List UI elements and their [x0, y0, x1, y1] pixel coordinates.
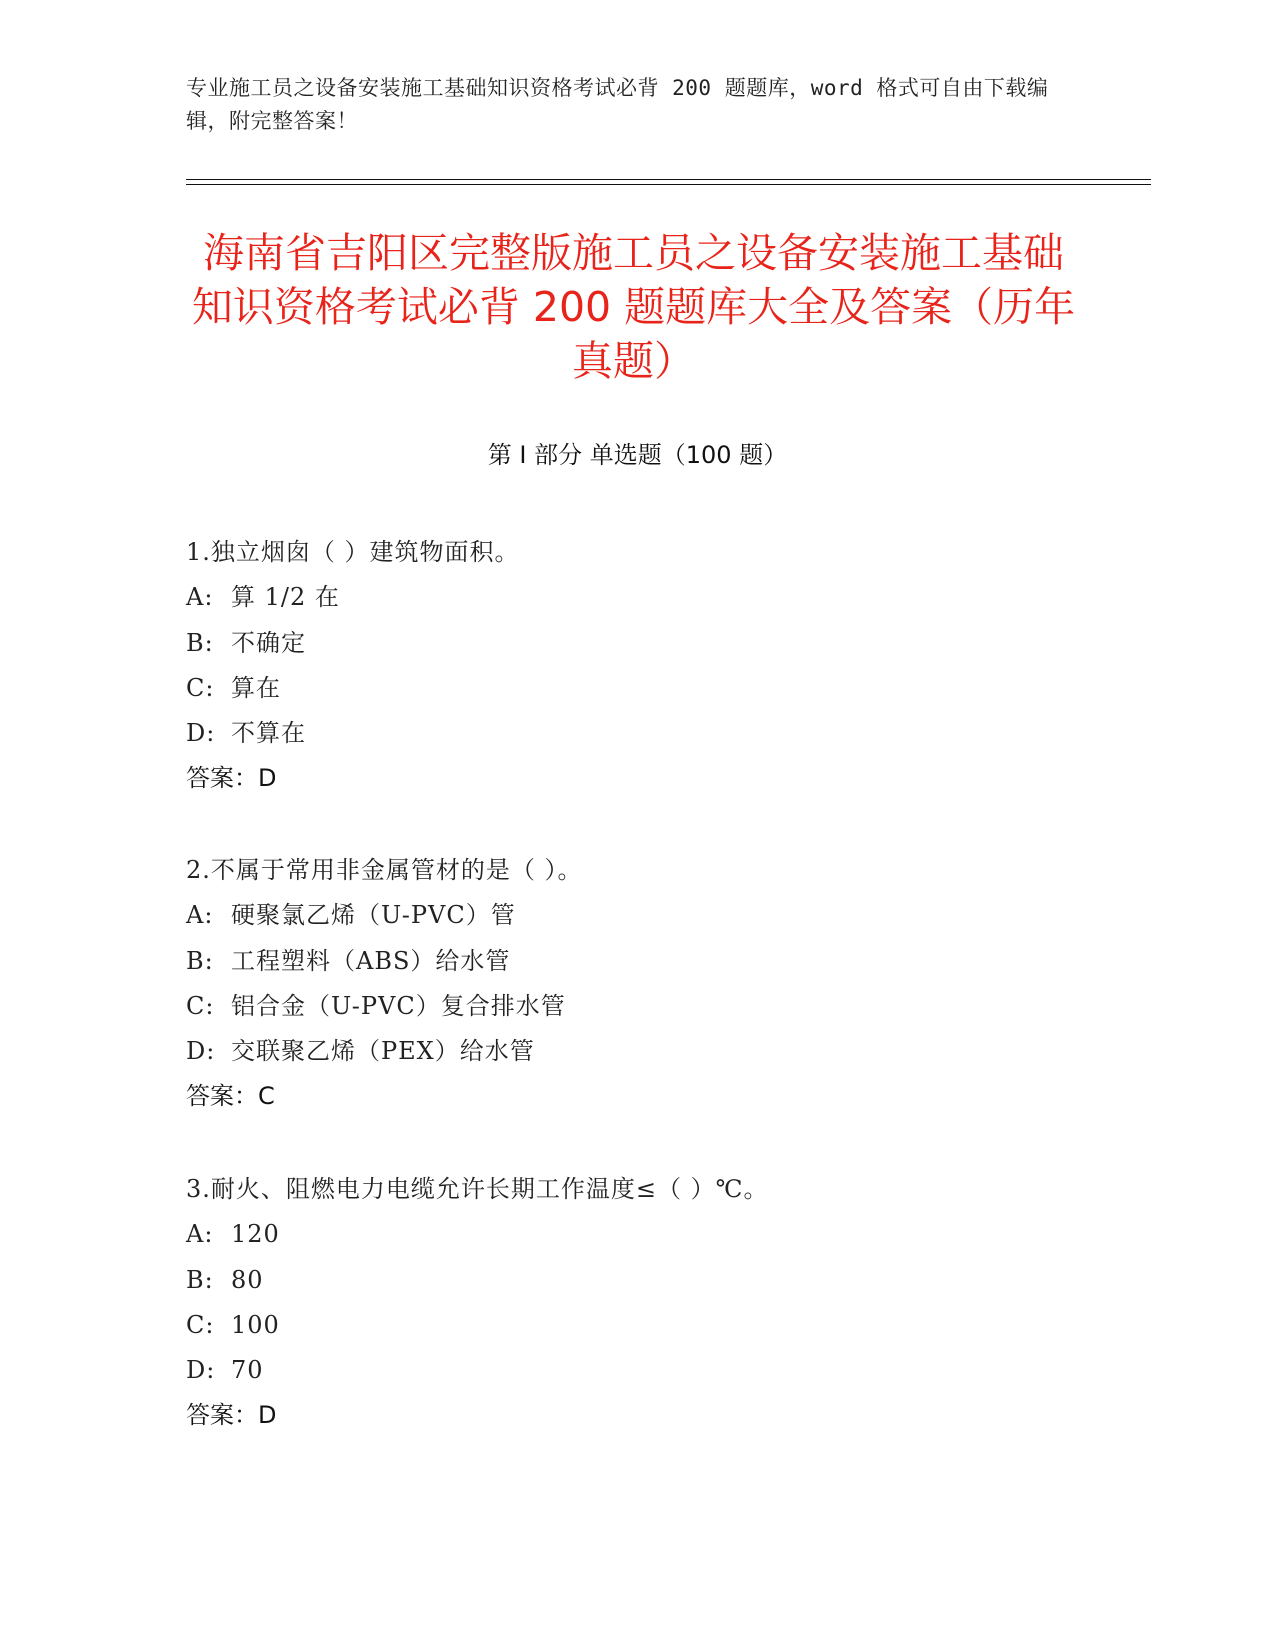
option-text: 80 [231, 1265, 264, 1294]
option-key: C: [186, 991, 215, 1020]
option-b [186, 1258, 1086, 1303]
option-text: 120 [231, 1220, 280, 1249]
option-a [186, 893, 1086, 938]
document-title: 海南省吉阳区完整版施工员之设备安装施工基础知识资格考试必背 200 题题库大全及答案（历年真题） [191, 229, 1076, 385]
question-stem: 2.不属于常用非金属管材的是（ ）。 [186, 856, 583, 884]
option-text: 不算在 [231, 719, 306, 748]
option-text: 交联聚乙烯（PEX）给水管 [231, 1037, 535, 1066]
option-key: B: [186, 1265, 214, 1294]
option-d [186, 711, 1086, 756]
option-b [186, 939, 1086, 984]
question-1 [186, 530, 1086, 802]
option-key: B: [186, 946, 214, 975]
answer-line: 答案：D [186, 764, 277, 793]
option-text: 硬聚氯乙烯（U-PVC）管 [231, 901, 516, 930]
option-text: 工程塑料（ABS）给水管 [231, 946, 511, 975]
option-text: 算在 [231, 673, 281, 702]
answer-line: 答案：C [186, 1082, 275, 1111]
option-text: 铝合金（U-PVC）复合排水管 [231, 991, 566, 1020]
option-c [186, 1303, 1086, 1348]
option-key: D: [186, 719, 216, 748]
question-stem: 3.耐火、阻燃电力电缆允许长期工作温度≤（ ）℃。 [186, 1175, 769, 1203]
option-c [186, 666, 1086, 711]
option-key: C: [186, 673, 215, 702]
section-heading: 第 I 部分 单选题（100 题） [487, 441, 788, 469]
option-key: C: [186, 1310, 215, 1339]
option-b [186, 621, 1086, 666]
option-text: 算 1/2 在 [231, 583, 340, 612]
header-divider-top [186, 179, 1151, 180]
option-key: A: [186, 583, 214, 612]
option-text: 不确定 [231, 628, 306, 657]
header-divider-bottom [186, 184, 1151, 185]
option-key: D: [186, 1356, 216, 1385]
question-2 [186, 848, 1086, 1120]
option-key: A: [186, 901, 214, 930]
question-3 [186, 1167, 1086, 1439]
answer-line: 答案：D [186, 1401, 277, 1430]
option-text: 70 [231, 1356, 264, 1385]
option-c [186, 984, 1086, 1029]
option-d [186, 1029, 1086, 1074]
question-stem: 1.独立烟囱（ ）建筑物面积。 [186, 538, 520, 566]
option-d [186, 1348, 1086, 1393]
document-intro: 专业施工员之设备安装施工基础知识资格考试必背 200 题题库，word 格式可自由下载编辑，附完整答案！ [186, 76, 1049, 133]
option-a [186, 575, 1086, 620]
option-key: A: [186, 1220, 214, 1249]
option-key: D: [186, 1037, 216, 1066]
option-text: 100 [231, 1310, 280, 1339]
option-key: B: [186, 628, 214, 657]
option-a [186, 1212, 1086, 1257]
